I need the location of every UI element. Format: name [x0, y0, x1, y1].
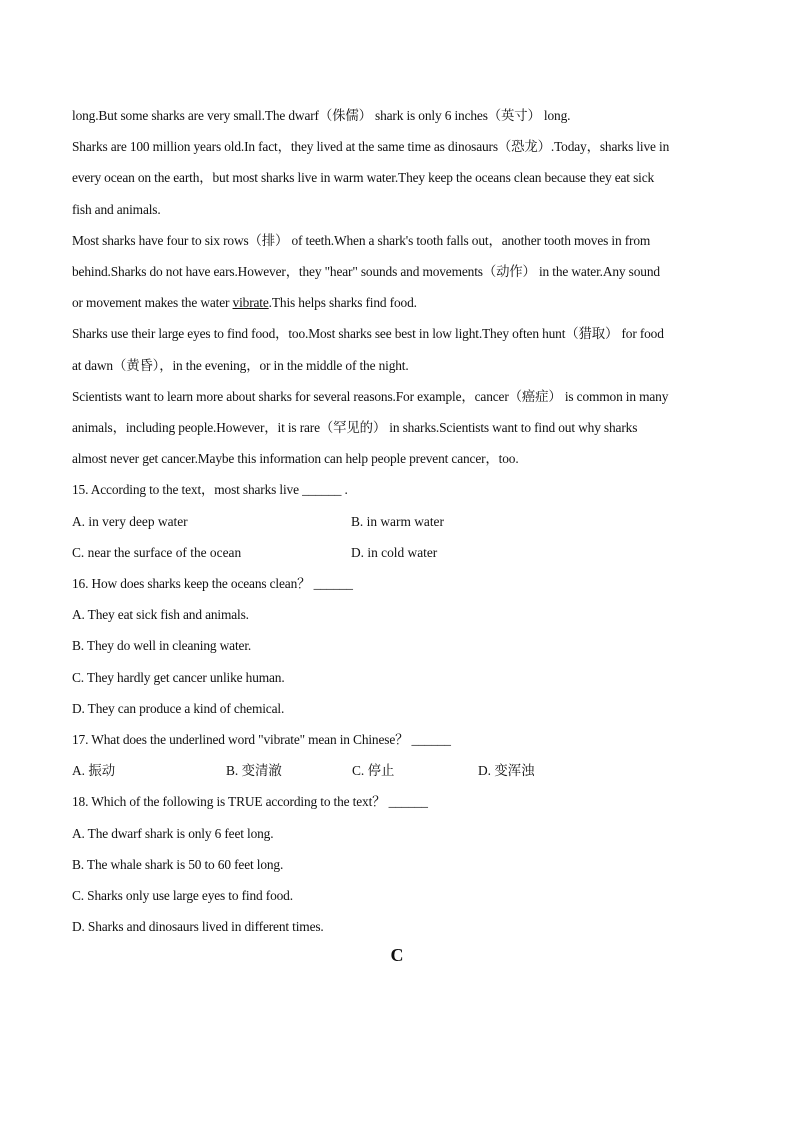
question-15-options-row-1: [72, 506, 732, 537]
passage-paragraph-4: [72, 318, 732, 380]
question-16-option-a: A. They eat sick fish and animals.: [72, 607, 249, 623]
question-17-option-b: B. 变清澈: [226, 763, 282, 779]
passage-paragraph-5: [72, 381, 732, 475]
passage-line: every ocean on the earth，but most sharks live in warm water.They keep the oceans clean because they eat sick: [72, 170, 655, 186]
passage-line: behind.Sharks do not have ears.However，they "hear" sounds and movements（动作） in the water.Any sound: [72, 264, 660, 280]
passage-paragraph-2: [72, 131, 732, 225]
passage-paragraph-3: [72, 225, 732, 319]
question-15-options-row-2: [72, 537, 732, 568]
passage-line: animals，including people.However，it is rare（罕见的） in sharks.Scientists want to find out why sharks: [72, 420, 638, 436]
question-15-stem: 15. According to the text，most sharks live ______ .: [72, 482, 348, 498]
passage-line: Most sharks have four to six rows（排） of teeth.When a shark's tooth falls out，another tooth moves in from: [72, 232, 651, 248]
question-18-option-b: B. The whale shark is 50 to 60 feet long.: [72, 856, 284, 872]
question-16-stem: 16. How does sharks keep the oceans clean？ ______: [72, 576, 353, 592]
passage-text: or movement makes the water: [72, 295, 233, 311]
question-17-option-d: D. 变浑浊: [478, 763, 535, 779]
passage-line: Sharks use their large eyes to find food，too.Most sharks see best in low light.They often hunt（猎取） for food: [72, 326, 664, 342]
question-18-option-c: C. Sharks only use large eyes to find food.: [72, 888, 293, 904]
passage-line: Scientists want to learn more about sharks for several reasons.For example，cancer（癌症） is common in many: [72, 388, 669, 404]
question-17-option-c: C. 停止: [352, 763, 395, 779]
question-15-option-c: C. near the surface of the ocean: [72, 544, 242, 560]
question-17-option-a: A. 振动: [72, 763, 116, 779]
question-15-option-a: A. in very deep water: [72, 513, 188, 529]
question-15-option-b: B. in warm water: [351, 513, 444, 529]
question-15-option-d: D. in cold water: [351, 544, 438, 560]
question-17-options-row: [72, 755, 732, 786]
question-18-option-a: A. The dwarf shark is only 6 feet long.: [72, 825, 274, 841]
passage-line: at dawn（黄昏），in the evening，or in the middle of the night.: [72, 357, 409, 373]
question-17-stem: 17. What does the underlined word "vibrate" mean in Chinese？ ______: [72, 732, 451, 748]
document-content: [72, 100, 732, 942]
section-heading-c: C: [390, 945, 404, 965]
underlined-word-vibrate: vibrate: [232, 295, 269, 311]
question-16-option-b: B. They do well in cleaning water.: [72, 638, 252, 654]
passage-line: long.But some sharks are very small.The dwarf（侏儒） shark is only 6 inches（英寸） long.: [72, 108, 571, 123]
passage-line: almost never get cancer.Maybe this information can help people prevent cancer，too.: [72, 451, 519, 467]
question-16-option-d: D. They can produce a kind of chemical.: [72, 700, 285, 716]
passage-line: fish and animals.: [72, 201, 161, 217]
question-16-option-c: C. They hardly get cancer unlike human.: [72, 669, 285, 685]
question-18-option-d: D. Sharks and dinosaurs lived in different times.: [72, 919, 324, 935]
passage-paragraph-1: [72, 100, 732, 131]
passage-line: Sharks are 100 million years old.In fact，they lived at the same time as dinosaurs（恐龙）.Today，sharks live in: [72, 139, 670, 155]
passage-text: .This helps sharks find food.: [268, 295, 417, 311]
passage-line: [72, 287, 732, 318]
question-18-stem: 18. Which of the following is TRUE according to the text？ ______: [72, 794, 428, 810]
